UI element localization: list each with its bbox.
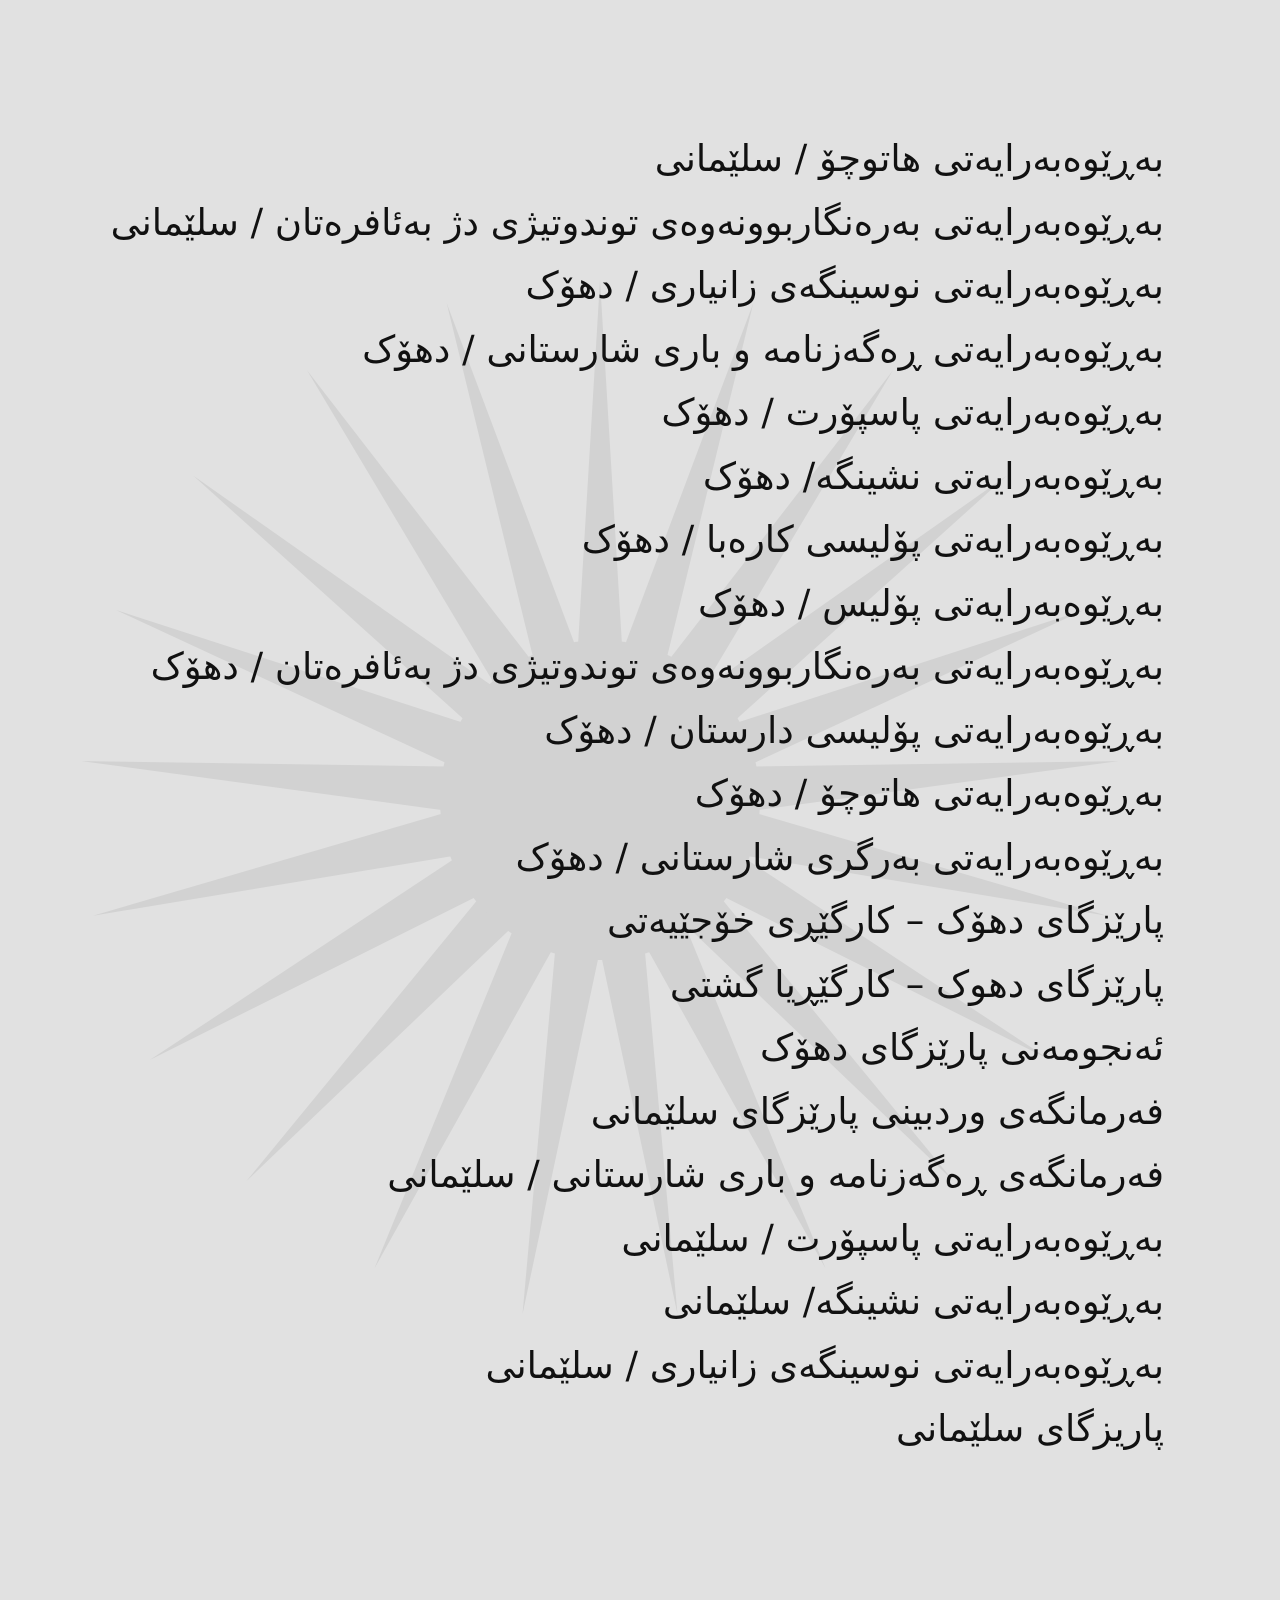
list-item: بەڕێوەبەرایەتی پۆلیسی کارەبا / دهۆک (581, 518, 1164, 561)
list-item: پارێزگای دهۆک – کارگێڕی خۆجێیەتی (606, 899, 1164, 942)
list-item: بەڕێوەبەرایەتی نشینگە/ دهۆک (702, 454, 1164, 498)
list-item: بەڕێوەبەرایەتی پاسپۆرت / سلێمانی (621, 1216, 1164, 1260)
list-item: بەڕێوەبەرایەتی نوسینگەی زانیاری / دهۆک (525, 264, 1164, 307)
list-item: بەڕێوەبەرایەتی بەرەنگاربوونەوەی توندوتیژی دژ بەئافرەتان / سلێمانی (110, 200, 1164, 244)
list-item: پاریزگای سلێمانی (896, 1407, 1164, 1450)
list-item: فەرمانگەی ڕەگەزنامە و باری شارستانی / سلێمانی (387, 1153, 1164, 1196)
list-item: بەڕێوەبەرایەتی نشینگە/ سلێمانی (662, 1280, 1164, 1323)
list-item: بەڕێوەبەرایەتی پۆلیسی دارستان / دهۆک (544, 708, 1164, 752)
list-item: فەرمانگەی وردبینی پارێزگای سلێمانی (590, 1089, 1164, 1133)
list-item: بەڕێوەبەرایەتی پۆلیس / دهۆک (697, 581, 1164, 625)
list-item: ئەنجومەنی پارێزگای دهۆک (760, 1026, 1164, 1069)
list-item: بەڕێوەبەرایەتی بەرەنگاربوونەوەی توندوتیژی دژ بەئافرەتان / دهۆک (150, 645, 1164, 688)
list-item: بەڕێوەبەرایەتی نوسینگەی زانیاری / سلێمانی (485, 1343, 1164, 1387)
office-list (44, 127, 1164, 1461)
list-item: بەڕێوەبەرایەتی پاسپۆرت / دهۆک (661, 391, 1164, 434)
list-item: بەڕێوەبەرایەتی هاتوچۆ / دهۆک (694, 772, 1164, 815)
list-item: پارێزگای دهوک – کارگێڕیا گشتی (669, 962, 1164, 1006)
list-item: بەڕێوەبەرایەتی بەرگری شارستانی / دهۆک (515, 835, 1164, 879)
list-item: بەڕێوەبەرایەتی ڕەگەزنامە و باری شارستانی / دهۆک (362, 327, 1164, 371)
list-item: بەڕێوەبەرایەتی هاتوچۆ / سلێمانی (654, 137, 1164, 180)
